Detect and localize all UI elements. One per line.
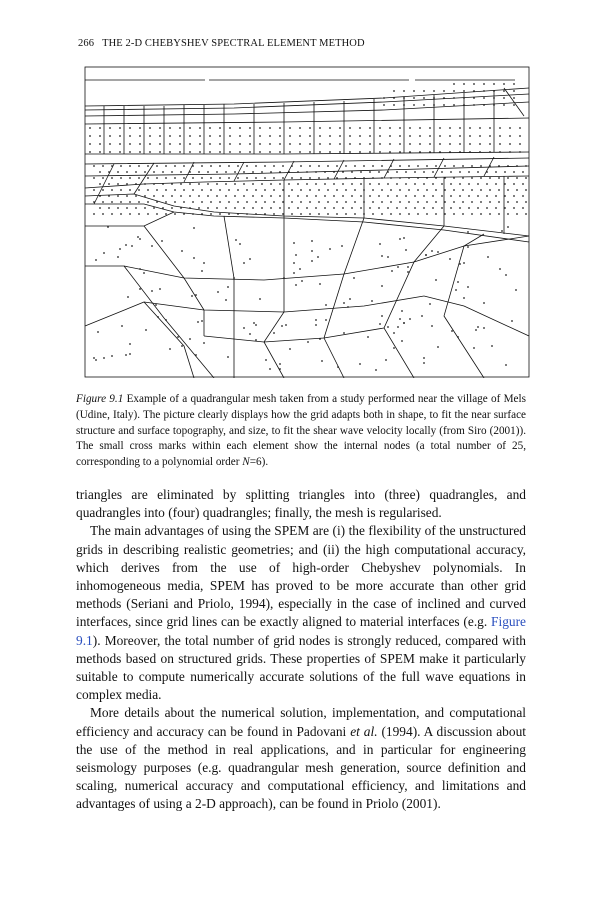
mesh-line: [85, 94, 529, 110]
mesh-line: [85, 166, 529, 176]
paragraph-3-b: (1994). A discussion about the use of the method in real applications, and in particular for engineering seismology purposes (e.g. quadrangular mesh generation, source definition and scaling, numerical accuracy and computational efficiency, and limitations and advantages of using a 2-D approach), can be found in Priolo (2001).: [76, 723, 526, 812]
paragraph-3-italic: et al.: [350, 723, 378, 739]
mesh-line: [85, 194, 529, 236]
mesh-line: [264, 216, 284, 378]
mesh-line: [85, 88, 529, 106]
mesh-line: [85, 152, 529, 154]
mesh-line: [124, 236, 529, 280]
paragraph-2-a: The main advantages of using the SPEM are (i) the flexibility of the unstructured grids in describing realistic geometries; and (ii) the high computational accuracy, which derives from the use of high-order Chebyshev polynomials. In inhomogeneous media, SPEM has proved to be more accurate than other grid methods (Seriani and Priolo, 1994), especially in the case of inclined and curved interfaces, since grid lines can be exactly aligned to material interfaces (e.g.: [76, 523, 526, 630]
mesh-frame: [85, 67, 529, 377]
mesh-drawing: [84, 66, 530, 378]
paragraph-2-b: ). Moreover, the total number of grid nodes is strongly reduced, compared with methods based on structured grids. These properties of SPEM make it particularly suitable to compute numerically accurate solutions of the full wave equations in complex media.: [76, 632, 526, 703]
figure-label: Figure 9.1: [76, 393, 124, 405]
figure-link[interactable]: Figure 9.1: [76, 614, 526, 648]
mesh-line: [85, 302, 194, 378]
paragraph-3-a: More details about the numerical solution, implementation, and computational efficiency and accuracy can be found in Padovani: [76, 705, 526, 739]
mesh-columns: [104, 91, 494, 154]
caption-end: =6).: [249, 456, 269, 469]
mesh-line: [204, 328, 384, 342]
paragraph-2: [76, 522, 526, 704]
page-number: 266: [78, 38, 95, 49]
mesh-line: [85, 158, 529, 164]
mesh-line: [324, 218, 364, 378]
mesh-line: [224, 216, 234, 378]
mesh-line: [85, 118, 529, 124]
body-text: [76, 486, 526, 814]
figure-caption: [76, 392, 526, 471]
caption-text: Example of a quadrangular mesh taken from a study performed near the village of Mels (Udine, Italy). The picture clearly displays how the grid adapts both in shape, to fit the near surface structure and surface topography, and size, to fit the shear wave velocity locally (from Siro (2001)). The small cross marks within each element show the internal nodes (a total number of 25, corresponding to a polynomial order: [76, 393, 526, 469]
running-header: [78, 38, 365, 49]
running-title: THE 2-D CHEBYSHEV SPECTRAL ELEMENT METHOD: [102, 38, 365, 49]
paragraph-1: triangles are eliminated by splitting triangles into (three) quadrangles, and quadrangles into (four) quadrangles; finally, the mesh is regularised.: [76, 487, 526, 521]
mesh-slants: [94, 88, 524, 234]
mesh-line: [85, 266, 214, 378]
paragraph-3: [76, 704, 526, 813]
figure-mesh: [84, 66, 530, 378]
caption-n: N: [242, 456, 250, 469]
mesh-line: [144, 226, 204, 336]
mesh-line: [384, 226, 444, 378]
